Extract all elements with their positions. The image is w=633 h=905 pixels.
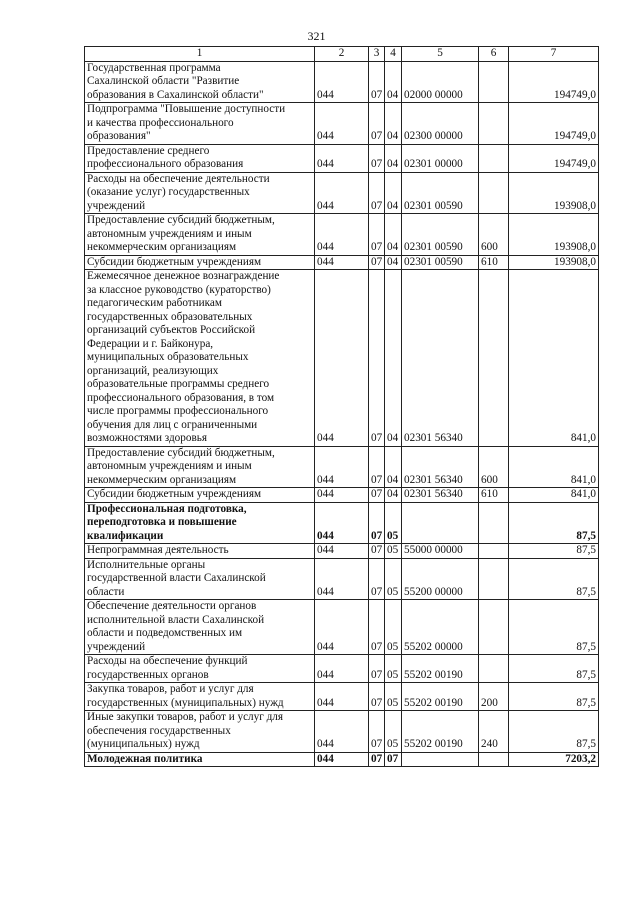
table-row <box>85 752 599 767</box>
expense-type-code <box>479 172 509 214</box>
ministry-code: 044 <box>315 711 369 753</box>
subsection-code: 05 <box>385 502 402 544</box>
amount-value: 87,5 <box>509 683 599 711</box>
amount-value: 87,5 <box>509 655 599 683</box>
expense-type-code <box>479 270 509 447</box>
target-article-code: 02301 00590 <box>402 214 479 256</box>
row-name-line: Предоставление субсидий бюджетным, <box>87 446 275 459</box>
expense-type-code <box>479 144 509 172</box>
target-article-code: 02301 56340 <box>402 270 479 447</box>
row-name-line: учреждений <box>87 640 146 653</box>
subsection-code: 04 <box>385 172 402 214</box>
section-code: 07 <box>369 61 385 103</box>
target-article-code: 02000 00000 <box>402 61 479 103</box>
amount-value: 194749,0 <box>509 103 599 145</box>
subsection-code: 07 <box>385 752 402 767</box>
row-name-line: государственных образовательных <box>87 310 253 323</box>
expense-type-code <box>479 61 509 103</box>
ministry-code: 044 <box>315 488 369 503</box>
expense-type-code: 600 <box>479 214 509 256</box>
row-name-line: Расходы на обеспечение функций <box>87 655 248 667</box>
ministry-code: 044 <box>315 103 369 145</box>
target-article-code: 02301 56340 <box>402 446 479 488</box>
row-name-line: образования" <box>87 130 151 142</box>
section-code: 07 <box>369 752 385 767</box>
subsection-code: 05 <box>385 711 402 753</box>
expense-type-code <box>479 558 509 600</box>
amount-value: 193908,0 <box>509 255 599 270</box>
row-name-line: организаций субъектов Российской <box>87 324 256 336</box>
row-name-line: за классное руководство (кураторство) <box>87 283 271 296</box>
table-row <box>85 600 599 655</box>
row-name <box>85 446 315 488</box>
amount-value: 7203,2 <box>509 752 599 767</box>
section-code: 07 <box>369 502 385 544</box>
expense-type-code: 200 <box>479 683 509 711</box>
row-name-line: образования в Сахалинской области" <box>87 88 264 101</box>
table-row <box>85 558 599 600</box>
ministry-code: 044 <box>315 544 369 559</box>
table-row <box>85 255 599 270</box>
row-name <box>85 103 315 145</box>
amount-value: 841,0 <box>509 488 599 503</box>
amount-value: 194749,0 <box>509 61 599 103</box>
amount-value: 193908,0 <box>509 214 599 256</box>
section-code: 07 <box>369 711 385 753</box>
expense-type-code <box>479 544 509 559</box>
target-article-code: 55202 00190 <box>402 655 479 683</box>
expense-type-code: 600 <box>479 446 509 488</box>
subsection-code: 04 <box>385 488 402 503</box>
section-code: 07 <box>369 683 385 711</box>
ministry-code: 044 <box>315 214 369 256</box>
target-article-code: 02301 00590 <box>402 255 479 270</box>
target-article-code: 55202 00000 <box>402 600 479 655</box>
section-code: 07 <box>369 144 385 172</box>
section-code: 07 <box>369 655 385 683</box>
expense-type-code <box>479 752 509 767</box>
section-code: 07 <box>369 488 385 503</box>
row-name <box>85 255 315 270</box>
amount-value: 841,0 <box>509 270 599 447</box>
row-name <box>85 683 315 711</box>
table-row <box>85 502 599 544</box>
row-name-line: области и подведомственных им <box>87 627 243 639</box>
section-code: 07 <box>369 255 385 270</box>
ministry-code: 044 <box>315 502 369 544</box>
subsection-code: 04 <box>385 61 402 103</box>
amount-value: 87,5 <box>509 711 599 753</box>
row-name-line: квалификации <box>87 529 164 542</box>
ministry-code: 044 <box>315 270 369 447</box>
table-row <box>85 103 599 145</box>
row-name-line: Подпрограмма "Повышение доступности <box>87 103 286 115</box>
subsection-code: 05 <box>385 558 402 600</box>
row-name-line: (оказание услуг) государственных <box>87 186 250 198</box>
row-name <box>85 558 315 600</box>
row-name-line: обеспечения государственных <box>87 724 231 737</box>
row-name-line: Исполнительные органы <box>87 558 206 571</box>
table-row <box>85 172 599 214</box>
target-article-code: 55202 00190 <box>402 683 479 711</box>
row-name-line: Субсидии бюджетным учреждениям <box>87 488 262 500</box>
row-name-line: Расходы на обеспечение деятельности <box>87 172 270 185</box>
table-row <box>85 61 599 103</box>
expense-type-code: 610 <box>479 488 509 503</box>
column-header: 6 <box>479 47 509 62</box>
row-name <box>85 144 315 172</box>
table-row <box>85 544 599 559</box>
row-name-line: учреждений <box>87 199 146 212</box>
row-name-line: Предоставление субсидий бюджетным, <box>87 214 275 226</box>
section-code: 07 <box>369 172 385 214</box>
row-name-line: возможностями здоровья <box>87 432 207 444</box>
row-name-line: (муниципальных) нужд <box>87 738 200 750</box>
row-name-line: Обеспечение деятельности органов <box>87 600 257 612</box>
section-code: 07 <box>369 270 385 447</box>
target-article-code: 55202 00190 <box>402 711 479 753</box>
expense-type-code: 610 <box>479 255 509 270</box>
amount-value: 87,5 <box>509 502 599 544</box>
row-name-line: и качества профессионального <box>87 116 234 129</box>
subsection-code: 04 <box>385 255 402 270</box>
row-name <box>85 502 315 544</box>
target-article-code <box>402 752 479 767</box>
amount-value: 87,5 <box>509 600 599 655</box>
row-name-line: Предоставление среднего <box>87 144 210 157</box>
row-name-line: обучения для лиц с ограниченными <box>87 418 258 431</box>
row-name-line: Иные закупки товаров, работ и услуг для <box>87 711 284 723</box>
row-name <box>85 600 315 655</box>
row-name-line: Субсидии бюджетным учреждениям <box>87 255 262 268</box>
table-row <box>85 655 599 683</box>
row-name-line: Закупка товаров, работ и услуг для <box>87 683 254 695</box>
subsection-code: 04 <box>385 214 402 256</box>
row-name <box>85 655 315 683</box>
row-name-line: образовательные программы среднего <box>87 378 270 390</box>
subsection-code: 04 <box>385 144 402 172</box>
row-name-line: организаций, реализующих <box>87 364 219 377</box>
ministry-code: 044 <box>315 255 369 270</box>
subsection-code: 05 <box>385 544 402 559</box>
ministry-code: 044 <box>315 655 369 683</box>
column-header: 5 <box>402 47 479 62</box>
table-body <box>85 61 599 767</box>
ministry-code: 044 <box>315 144 369 172</box>
row-name <box>85 752 315 767</box>
expense-type-code <box>479 600 509 655</box>
ministry-code: 044 <box>315 752 369 767</box>
amount-value: 87,5 <box>509 544 599 559</box>
ministry-code: 044 <box>315 558 369 600</box>
amount-value: 194749,0 <box>509 144 599 172</box>
amount-value: 87,5 <box>509 558 599 600</box>
row-name-line: Молодежная политика <box>87 752 203 765</box>
row-name-line: Сахалинской области "Развитие <box>87 75 240 87</box>
column-header: 4 <box>385 47 402 62</box>
section-code: 07 <box>369 600 385 655</box>
column-header: 1 <box>85 47 315 62</box>
section-code: 07 <box>369 544 385 559</box>
subsection-code: 05 <box>385 683 402 711</box>
subsection-code: 04 <box>385 270 402 447</box>
row-name <box>85 544 315 559</box>
column-header: 7 <box>509 47 599 62</box>
expense-type-code <box>479 103 509 145</box>
row-name <box>85 488 315 503</box>
row-name-line: Федерации и г. Байконура, <box>87 337 214 350</box>
row-name-line: числе программы профессионального <box>87 405 269 417</box>
target-article-code: 02300 00000 <box>402 103 479 145</box>
row-name-line: переподготовка и повышение <box>87 516 237 528</box>
row-name-line: Профессиональная подготовка, <box>87 502 247 515</box>
amount-value: 193908,0 <box>509 172 599 214</box>
row-name <box>85 270 315 447</box>
ministry-code: 044 <box>315 600 369 655</box>
section-code: 07 <box>369 103 385 145</box>
row-name-line: автономным учреждениям и иным <box>87 227 252 240</box>
row-name-line: Непрограммная деятельность <box>87 544 229 556</box>
column-header: 2 <box>315 47 369 62</box>
section-code: 07 <box>369 214 385 256</box>
row-name-line: педагогическим работникам <box>87 297 222 309</box>
row-name-line: государственной власти Сахалинской <box>87 572 266 584</box>
row-name-line: автономным учреждениям и иным <box>87 460 252 472</box>
row-name-line: муниципальных образовательных <box>87 351 249 363</box>
ministry-code: 044 <box>315 172 369 214</box>
amount-value: 841,0 <box>509 446 599 488</box>
budget-table <box>84 46 599 767</box>
column-header: 3 <box>369 47 385 62</box>
row-name-line: Государственная программа <box>87 61 221 74</box>
table-row <box>85 683 599 711</box>
ministry-code: 044 <box>315 683 369 711</box>
table-row <box>85 144 599 172</box>
section-code: 07 <box>369 558 385 600</box>
table-row <box>85 270 599 447</box>
expense-type-code <box>479 502 509 544</box>
row-name-line: профессионального образования <box>87 158 244 170</box>
table-row <box>85 446 599 488</box>
table-row <box>85 488 599 503</box>
header-row <box>85 47 599 62</box>
row-name-line: государственных органов <box>87 668 209 681</box>
target-article-code: 02301 00000 <box>402 144 479 172</box>
table-row <box>85 711 599 753</box>
section-code: 07 <box>369 446 385 488</box>
row-name-line: государственных (муниципальных) нужд <box>87 696 284 709</box>
ministry-code: 044 <box>315 61 369 103</box>
row-name <box>85 711 315 753</box>
subsection-code: 05 <box>385 600 402 655</box>
expense-type-code: 240 <box>479 711 509 753</box>
target-article-code: 02301 56340 <box>402 488 479 503</box>
row-name-line: некоммерческим организациям <box>87 241 237 253</box>
row-name-line: некоммерческим организациям <box>87 473 237 486</box>
ministry-code: 044 <box>315 446 369 488</box>
target-article-code: 02301 00590 <box>402 172 479 214</box>
row-name-line: Ежемесячное денежное вознаграждение <box>87 270 280 282</box>
table-row <box>85 214 599 256</box>
target-article-code: 55200 00000 <box>402 558 479 600</box>
page-number: 321 <box>307 29 326 43</box>
row-name-line: профессионального образования, в том <box>87 391 275 404</box>
target-article-code: 55000 00000 <box>402 544 479 559</box>
row-name <box>85 214 315 256</box>
target-article-code <box>402 502 479 544</box>
row-name <box>85 61 315 103</box>
subsection-code: 04 <box>385 103 402 145</box>
subsection-code: 04 <box>385 446 402 488</box>
row-name <box>85 172 315 214</box>
row-name-line: области <box>87 585 125 598</box>
row-name-line: исполнительной власти Сахалинской <box>87 613 265 626</box>
expense-type-code <box>479 655 509 683</box>
subsection-code: 05 <box>385 655 402 683</box>
